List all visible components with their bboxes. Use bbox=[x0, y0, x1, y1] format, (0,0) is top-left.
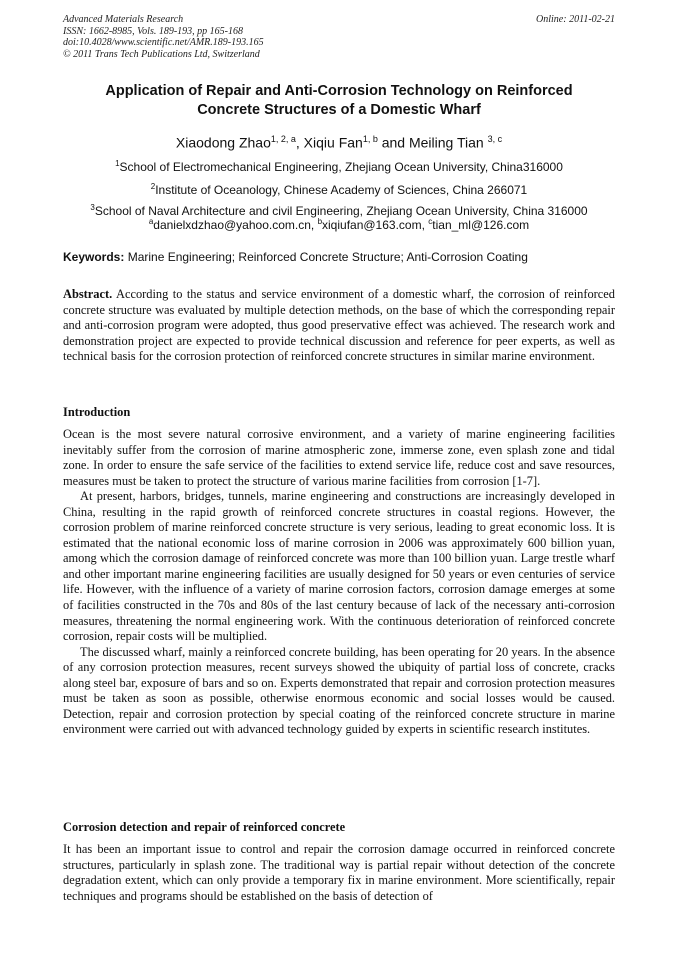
affiliation-2 bbox=[40, 180, 638, 197]
abstract bbox=[63, 287, 615, 365]
keywords bbox=[63, 250, 615, 265]
affiliation-3-text: School of Naval Architecture and civil Engineering, Zhejiang Ocean University, China 316000 bbox=[94, 204, 588, 218]
email-c-mark: c bbox=[428, 217, 433, 226]
affiliation-1 bbox=[40, 157, 638, 174]
abstract-label: Abstract. bbox=[63, 287, 113, 301]
affiliation-2-text: Institute of Oceanology, Chinese Academy of Sciences, China 266071 bbox=[155, 183, 528, 197]
email-b-mark: b bbox=[317, 217, 323, 226]
section-2-paragraph-1: It has been an important issue to control and repair the corrosion damage occurred in reinforced concrete structures, particularly in splash zone. The traditional way is partial repair without detection of the concrete degradation extent, which can only provide a temporary fix in marine environment. More scientifically, repair techniques and programs should be established on the basis of detection of bbox=[63, 842, 615, 903]
abstract-text: According to the status and service environment of a domestic wharf, the corrosion of reinforced concrete structure was evaluated by multiple detection methods, on the base of which the corresponding repair and anti-corrosion program were adopted, thus good preservative effect was achieved. The research work and demonstration project are expected to provide technical discussion and reference for peer experts, as well as technical basis for the corrosion protection of reinforced concrete structures in similar marine environment. bbox=[63, 287, 615, 364]
keywords-label: Keywords: bbox=[63, 250, 125, 264]
affiliation-1-number: 1 bbox=[115, 159, 120, 168]
doi-line: doi:10.4028/www.scientific.net/AMR.189-193.165 bbox=[63, 37, 264, 48]
email-2[interactable]: xiqiufan@163.com, bbox=[322, 218, 429, 232]
intro-paragraph-2: At present, harbors, bridges, tunnels, marine engineering and constructions are increasingly developed in China, resulting in the rapid growth of reinforced concrete structures in coastal regions. However, the corrosion problem of marine reinforced concrete structure is very serious, leading to great economic loss. It is estimated that the national economic loss of marine corrosion in 2006 was approximately 600 billion yuan, among which the corrosion damage of reinforced concrete was more than 100 billion yuan. Large trestle wharf and other important marine engineering facilities are usually designed for 50 years or even centuries of service life. However, with the influence of a variety of marine corrosion factors, corrosion damage emerges at some of facilities constructed in the 70s and 80s of the last century because of lack of the necessary anti-corrosion measures, threatening the normal engineering work. With the continuous deterioration of reinforced concrete corrosion, repair costs will be multiplied. bbox=[63, 489, 615, 644]
title-line-1: Application of Repair and Anti-Corrosion Technology on Reinforced bbox=[105, 83, 573, 99]
title-line-2: Concrete Structures of a Domestic Wharf bbox=[197, 101, 481, 118]
intro-paragraph-1: Ocean is the most severe natural corrosive environment, and a variety of marine engineering facilities inevitably suffer from the corrosion of marine atmospheric zone, immerse zone, even splash zone and tidal zone. In order to ensure the safe service of the facilities to extend service life, reduce cost and save resources, measures must be taken to protect the structure of various marine facilities from corrosion [1-7]. bbox=[63, 427, 615, 488]
introduction-heading: Introduction bbox=[63, 405, 131, 419]
keywords-text: Marine Engineering; Reinforced Concrete Structure; Anti-Corrosion Coating bbox=[124, 250, 528, 264]
affiliation-2-number: 2 bbox=[150, 182, 156, 191]
author-2-affil: 1, b bbox=[362, 134, 378, 144]
section-2-body bbox=[63, 842, 615, 904]
online-date: Online: 2011-02-21 bbox=[536, 14, 615, 25]
author-2: , Xiqiu Fan bbox=[295, 134, 363, 151]
author-1: Xiaodong Zhao bbox=[175, 134, 271, 151]
author-list bbox=[63, 130, 615, 152]
issn-line: ISSN: 1662-8985, Vols. 189-193, pp 165-168 bbox=[63, 25, 243, 37]
introduction-body bbox=[63, 427, 615, 738]
section-2-heading: Corrosion detection and repair of reinforced concrete bbox=[63, 820, 346, 834]
email-line bbox=[40, 215, 638, 232]
email-1[interactable]: danielxdzhao@yahoo.com.cn, bbox=[153, 218, 318, 232]
paper-title bbox=[63, 82, 615, 119]
author-3-affil: 3, c bbox=[487, 134, 503, 144]
email-3[interactable]: tian_ml@126.com bbox=[432, 218, 530, 232]
copyright-line: © 2011 Trans Tech Publications Ltd, Switzerland bbox=[63, 48, 260, 60]
journal-header bbox=[63, 14, 615, 60]
intro-paragraph-3: The discussed wharf, mainly a reinforced concrete building, has been operating for 20 years. In the absence of any corrosion protection measures, recent surveys showed the ubiquity of partial loss of concrete, cracks along steel bar, exposure of bars and so on. Experts demonstrated that repair and corrosion protection measures must be taken as soon as possible, otherwise enormous economic and social losses would be caused. Detection, repair and corrosion protection by special coating of the reinforced concrete structure in marine environment were carried out with advanced technology guided by experts in scientific research institutes. bbox=[63, 644, 615, 737]
email-a-mark: a bbox=[148, 217, 154, 226]
affiliation-1-text: School of Electromechanical Engineering, Zhejiang Ocean University, China316000 bbox=[119, 160, 563, 174]
journal-name: Advanced Materials Research bbox=[63, 14, 184, 25]
author-1-affil: 1, 2, a bbox=[270, 134, 296, 144]
affiliation-3-number: 3 bbox=[90, 203, 95, 212]
author-3: and Meiling Tian bbox=[377, 134, 488, 151]
